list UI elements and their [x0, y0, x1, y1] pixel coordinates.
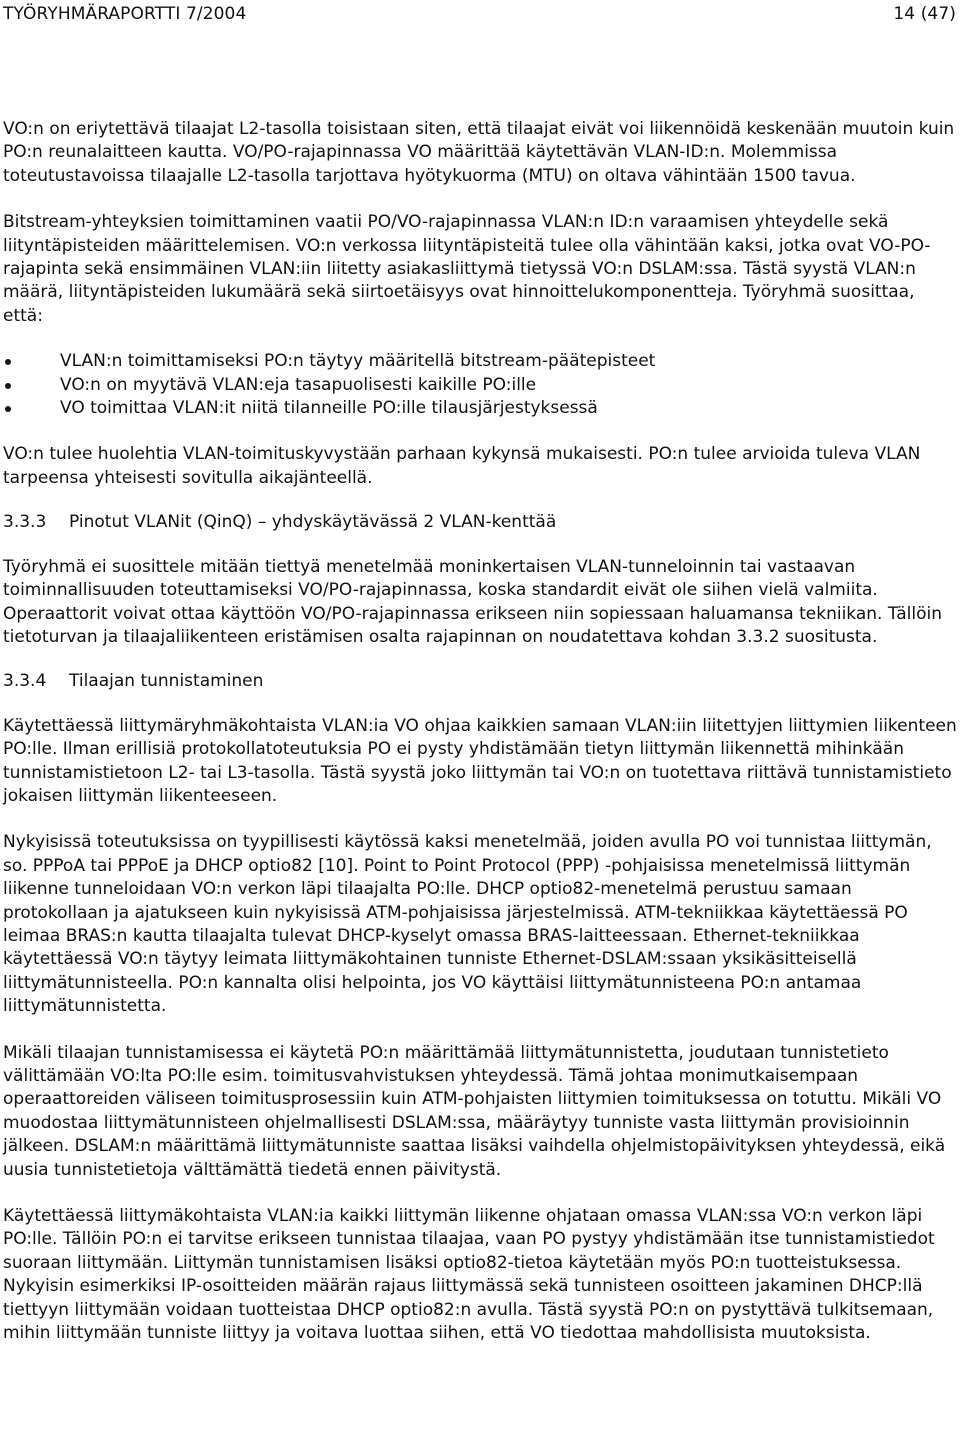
- paragraph: VO:n on eriytettävä tilaajat L2-tasolla toisistaan siten, että tilaajat eivät voi liikennöidä keskenään muutoin kuin PO:n reunalaitteen kautta. VO/PO-rajapinnassa VO määrittää käytettävän VLAN-ID:n. Molemmissa toteutustavoissa tilaajalle L2-tasolla tarjottava hyötykuorma (MTU) on oltava vähintään 1500 tavua.: [3, 119, 955, 186]
- page-number: 14 (47): [893, 4, 956, 24]
- list-item: [3, 397, 957, 420]
- section-title: Tilaajan tunnistaminen: [69, 671, 264, 692]
- paragraph: Käytettäessä liittymäryhmäkohtaista VLAN:ia VO ohjaa kaikkien samaan VLAN:iin liitettyjen liittymien liikenteen PO:lle. Ilman erillisiä protokollatoteutuksia PO ei pysty yhdistämään tietyn liittymän liikennettä mihinkään tunnistamistietoon L2- tai L3-tasolla. Tästä syystä joko liittymän tai VO:n on tuotettava riittävä tunnistamistieto jokaisen liittymän liikenteeseen.: [3, 715, 957, 806]
- list-item-text: VO:n on myytävä VLAN:eja tasapuolisesti kaikille PO:ille: [60, 374, 537, 395]
- document-body: [3, 118, 957, 1345]
- bullet-icon: [5, 406, 11, 412]
- paragraph: VO:n tulee huolehtia VLAN-toimituskyvystään parhaan kykynsä mukaisesti. PO:n tulee arvioida tuleva VLAN tarpeensa yhteisesti sovitulla aikajänteellä.: [3, 444, 921, 488]
- list-item: [3, 350, 957, 373]
- bullet-icon: [5, 359, 11, 365]
- section-heading: [3, 511, 957, 534]
- section-heading: [3, 670, 957, 693]
- section-title: Pinotut VLANit (QinQ) – yhdyskäytävässä 2 VLAN-kenttää: [69, 512, 557, 533]
- paragraph: Työryhmä ei suosittele mitään tiettyä menetelmää moninkertaisen VLAN-tunneloinnin tai vastaavan toiminnallisuuden toteuttamiseksi VO/PO-rajapinnassa, koska standardit eivät ole siihen vielä valmiita. Operaattorit voivat ottaa käyttöön VO/PO-rajapinnassa erikseen niin sopiessaan haluamansa tekniikan. Tällöin tietoturvan ja tilaajaliikenteen eristämisen osalta rajapinnan on noudatettava kohdan 3.3.2 suositusta.: [3, 556, 943, 647]
- paragraph: Mikäli tilaajan tunnistamisessa ei käytetä PO:n määrittämää liittymätunnistetta, joudutaan tunnistetieto välittämään VO:lta PO:lle esim. toimitusvahvistuksen yhteydessä. Tämä johtaa monimutkaisempaan operaattoreiden väliseen toimitusprosessiin kuin ATM-pohjaisten liittymien toimituksessa on totuttu. Mikäli VO muodostaa liittymätunnisteen ohjelmallisesti DSLAM:ssa, määräytyy tunniste vasta liittymän provisioinnin jälkeen. DSLAM:n määrittämä liittymätunniste saattaa lisäksi vaihdella ohjelmistopäivityksen yhteydessä, eikä uusia tunnistetietoja välttämättä tiedetä ennen päivitystä.: [3, 1042, 946, 1180]
- paragraph: Bitstream-yhteyksien toimittaminen vaatii PO/VO-rajapinnassa VLAN:n ID:n varaamisen yhteydelle sekä liityntäpisteiden määrittelemisen. VO:n verkossa liityntäpisteitä tulee olla vähintään kaksi, jotka ovat VO-PO-rajapinta sekä ensimmäinen VLAN:iin liitetty asiakasliittymä tietyssä VO:n DSLAM:ssa. Tästä syystä VLAN:n määrä, liityntäpisteiden lukumäärä sekä siirtoetäisyys ovat hinnoittelukomponentteja. Työryhmä suosittaa, että:: [3, 212, 931, 326]
- list-item-text: VLAN:n toimittamiseksi PO:n täytyy määritellä bitstream-päätepisteet: [60, 351, 656, 372]
- paragraph: Nykyisissä toteutuksissa on tyypillisesti käytössä kaksi menetelmää, joiden avulla PO voi tunnistaa liittymän, so. PPPoA tai PPPoE ja DHCP optio82 [10]. Point to Point Protocol (PPP) -pohjaisissa menetelmissä liittymän liikenne tunneloidaan VO:n verkon läpi tilaajalta PO:lle. DHCP optio82-menetelmä perustuu samaan protokollaan ja ajatukseen kuin nykyisissä ATM-pohjaisissa järjestelmissä. ATM-tekniikkaa käytettäessä PO leimaa BRAS:n kautta tilaajalta tulevat DHCP-kyselyt omassa BRAS-laitteessaan. Ethernet-tekniikkaa käytettäessä VO:n täytyy leimata liittymäkohtainen tunniste Ethernet-DSLAM:ssaan yksikäsitteisellä liittymätunnisteella. PO:n kannalta olisi helpointa, jos VO käyttäisi liittymätunnisteena PO:n antamaa liittymätunnistetta.: [3, 832, 932, 1017]
- bullet-icon: [5, 383, 11, 389]
- paragraph: Käytettäessä liittymäkohtaista VLAN:ia kaikki liittymän liikenne ohjataan omassa VLAN:ssa VO:n verkon läpi PO:lle. Tällöin PO:n ei tarvitse erikseen tunnistaa tilaajaa, vaan PO pystyy yhdistämään itse tunnistamistiedot suoraan liittymään. Liittymän tunnistamisen lisäksi optio82-tietoa käytetään myös PO:n tuotteistuksessa. Nykyisin esimerkiksi IP-osoitteiden määrän rajaus liittymässä sekä tunnisteen osoitteen jakaminen DHCP:llä tiettyyn liittymään voidaan tuotteistaa DHCP optio82:n avulla. Tästä syystä PO:n on pystyttävä tulkitsemaan, mihin liittymään tunniste liittyy ja voitava luottaa siihen, että VO tiedottaa mahdollisista muutoksista.: [3, 1206, 935, 1344]
- recommendation-list: [3, 350, 957, 420]
- section-number: 3.3.3: [3, 512, 47, 533]
- report-title: TYÖRYHMÄRAPORTTI 7/2004: [3, 4, 247, 24]
- section-number: 3.3.4: [3, 671, 47, 692]
- running-header: [3, 4, 956, 24]
- list-item-text: VO toimittaa VLAN:it niitä tilanneille PO:ille tilausjärjestyksessä: [60, 398, 598, 419]
- list-item: [3, 374, 957, 397]
